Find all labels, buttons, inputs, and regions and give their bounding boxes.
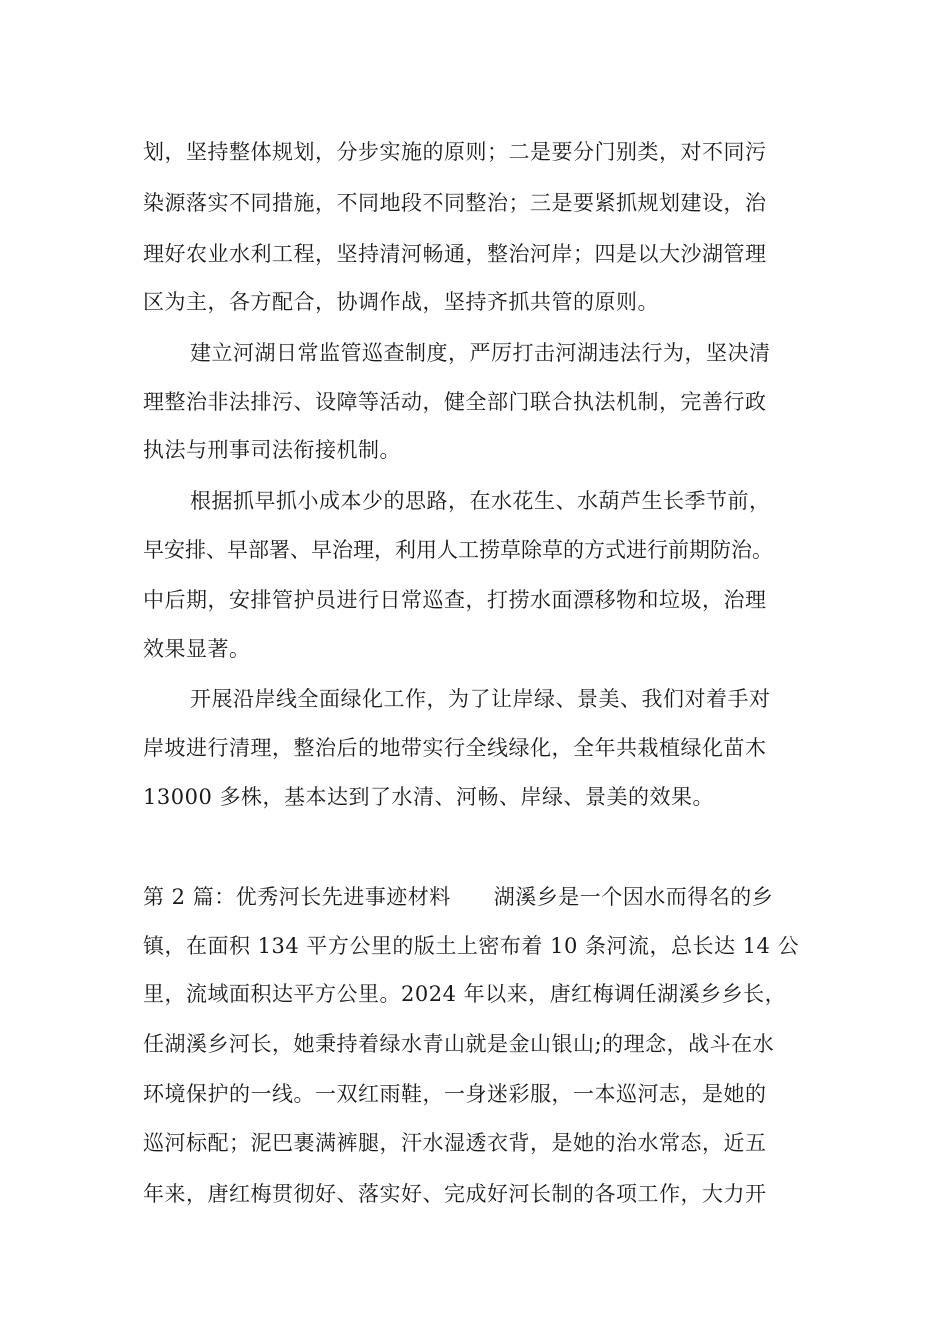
text-line: 效果显著。 [143,637,251,661]
text-line: 任湖溪乡河长，她秉持着绿水青山就是金山银山;的理念，战斗在水 [143,1032,775,1056]
text-line: 早安排、早部署、早治理，利用人工捞草除草的方式进行前期防治。 [143,538,773,562]
text-line: 根据抓早抓小成本少的思路，在水花生、水葫芦生长季节前， [190,489,771,513]
text-line: 镇，在面积 134 平方公里的版土上密布着 10 条河流，总长达 14 公 [143,934,800,958]
text-line: 划，坚持整体规划，分步实施的原则；二是要分门别类，对不同污 [143,140,767,164]
text-line: 染源落实不同措施，不同地段不同整治；三是要紧抓规划建设，治 [143,191,767,215]
text-line: 环境保护的一线。一双红雨鞋，一身迷彩服，一本巡河志，是她的 [143,1082,767,1106]
text-line: 第 2 篇：优秀河长先进事迹材料 湖溪乡是一个因水而得名的乡 [143,885,774,909]
text-line: 巡河标配；泥巴裹满裤腿，汗水湿透衣背，是她的治水常态，近五 [143,1131,767,1155]
text-line: 年来，唐红梅贯彻好、落实好、完成好河长制的各项工作，大力开 [143,1182,767,1206]
text-line: 区为主，各方配合，协调作战，坚持齐抓共管的原则。 [143,290,659,314]
text-line: 中后期，安排管护员进行日常巡查，打捞水面漂移物和垃圾，治理 [143,588,767,612]
text-line: 里，流域面积达平方公里。2024 年以来，唐红梅调任湖溪乡乡长， [143,982,787,1006]
text-line: 理整治非法排污、设障等活动，健全部门联合执法机制，完善行政 [143,390,767,414]
text-line: 岸坡进行清理，整治后的地带实行全线绿化，全年共栽植绿化苗木 [143,736,767,760]
text-line: 建立河湖日常监管巡查制度，严厉打击河湖违法行为，坚决清 [190,341,771,365]
text-line: 理好农业水利工程，坚持清河畅通，整治河岸；四是以大沙湖管理 [143,242,767,266]
text-line: 执法与刑事司法衔接机制。 [143,438,401,462]
text-line: 13000 多株，基本达到了水清、河畅、岸绿、景美的效果。 [143,785,714,809]
text-line: 开展沿岸线全面绿化工作，为了让岸绿、景美、我们对着手对 [190,687,771,711]
